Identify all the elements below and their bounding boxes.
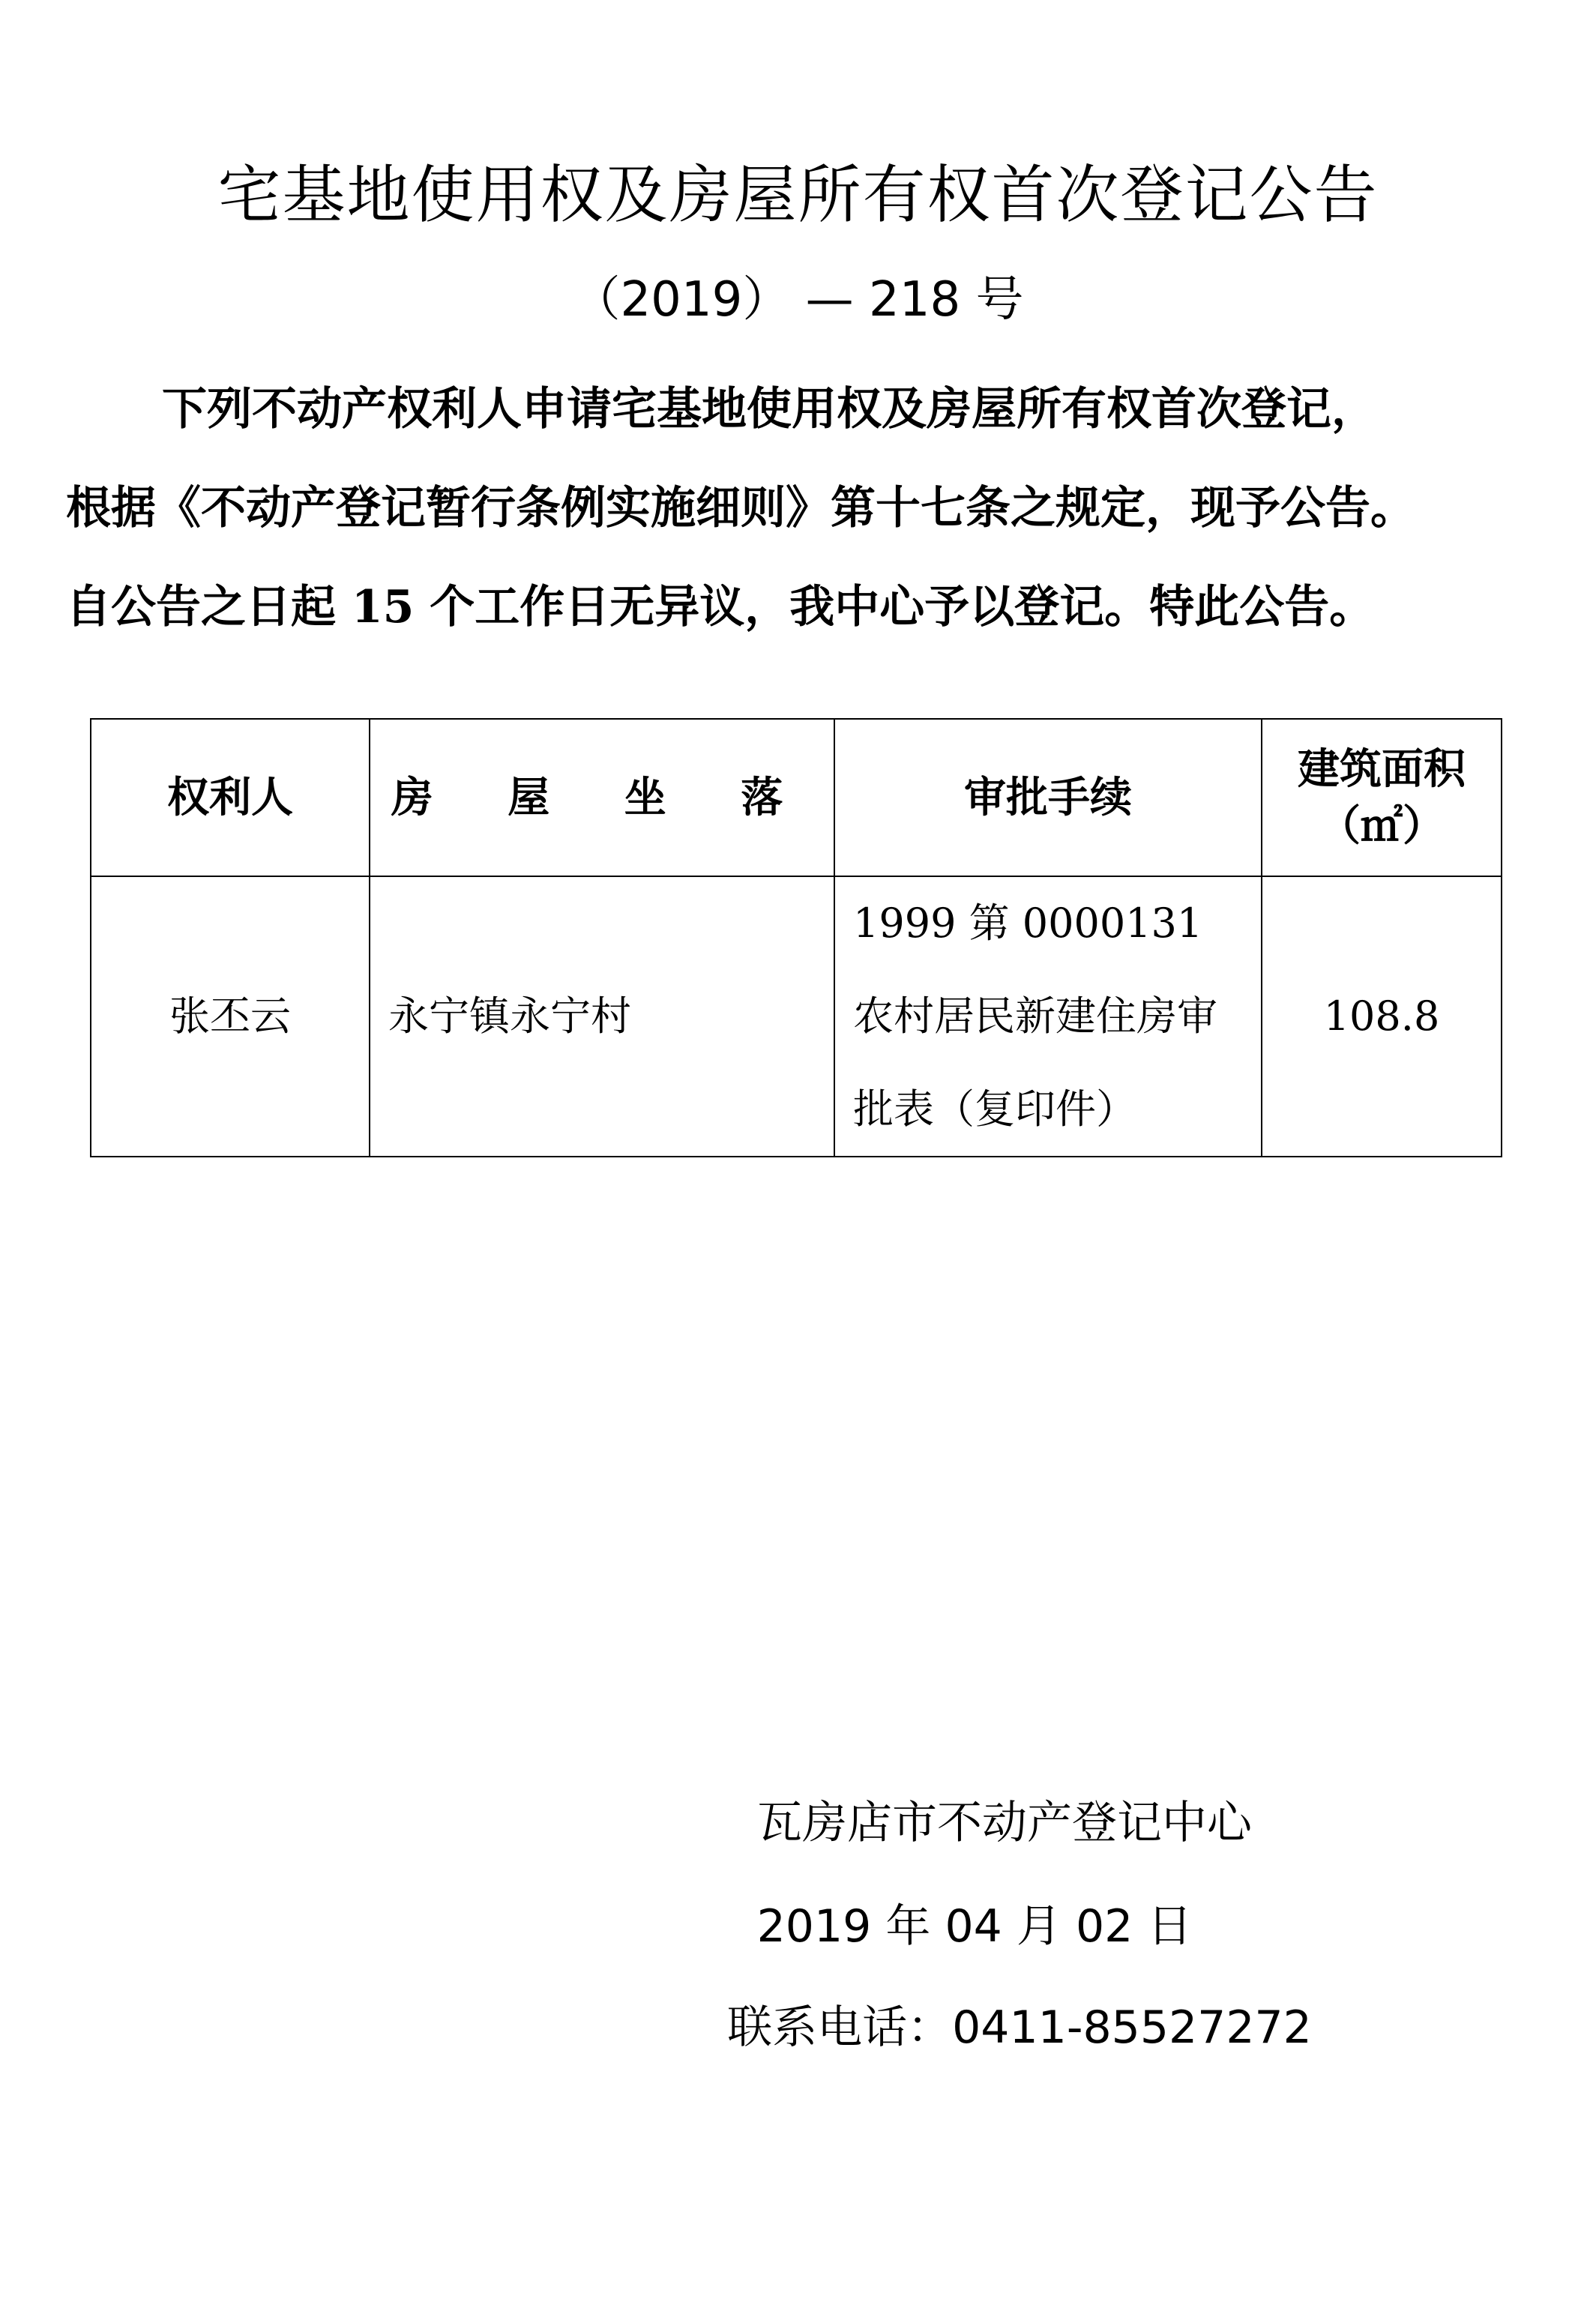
issuing-organization: 瓦房店市不动产登记中心 — [757, 1797, 1252, 1849]
header-holder: 权利人 — [91, 719, 370, 876]
table-row — [91, 876, 1502, 1157]
header-approval: 审批手续 — [834, 719, 1262, 876]
paragraph-line: 自公告之日起 15 个工作日无异议，我中心予以登记。特此公告。 — [66, 581, 1375, 633]
cell-holder: 张丕云 — [91, 876, 370, 1157]
cell-approval: 1999 第 0000131 农村居民新建住房审批表（复印件） — [834, 876, 1262, 1157]
header-location: 房 屋 坐 落 — [370, 719, 834, 876]
notice-paragraph — [66, 360, 1558, 657]
registry-table — [90, 718, 1502, 1157]
paragraph-line: 根据《不动产登记暂行条例实施细则》第十七条之规定，现予公告。 — [66, 482, 1415, 534]
table-header-row — [91, 719, 1502, 876]
contact-phone: 联系电话：0411-85527272 — [727, 2001, 1312, 2054]
header-area: 建筑面积（㎡） — [1262, 719, 1502, 876]
notice-title: 宅基地使用权及房屋所有权首次登记公告 — [217, 158, 1379, 232]
paragraph-line: 下列不动产权利人申请宅基地使用权及房屋所有权首次登记， — [162, 383, 1376, 436]
document-number: （2019） — 218 号 — [572, 272, 1024, 328]
issue-date: 2019 年 04 月 02 日 — [756, 1900, 1193, 1953]
cell-area: 108.8 — [1262, 876, 1502, 1157]
cell-location: 永宁镇永宁村 — [370, 876, 834, 1157]
